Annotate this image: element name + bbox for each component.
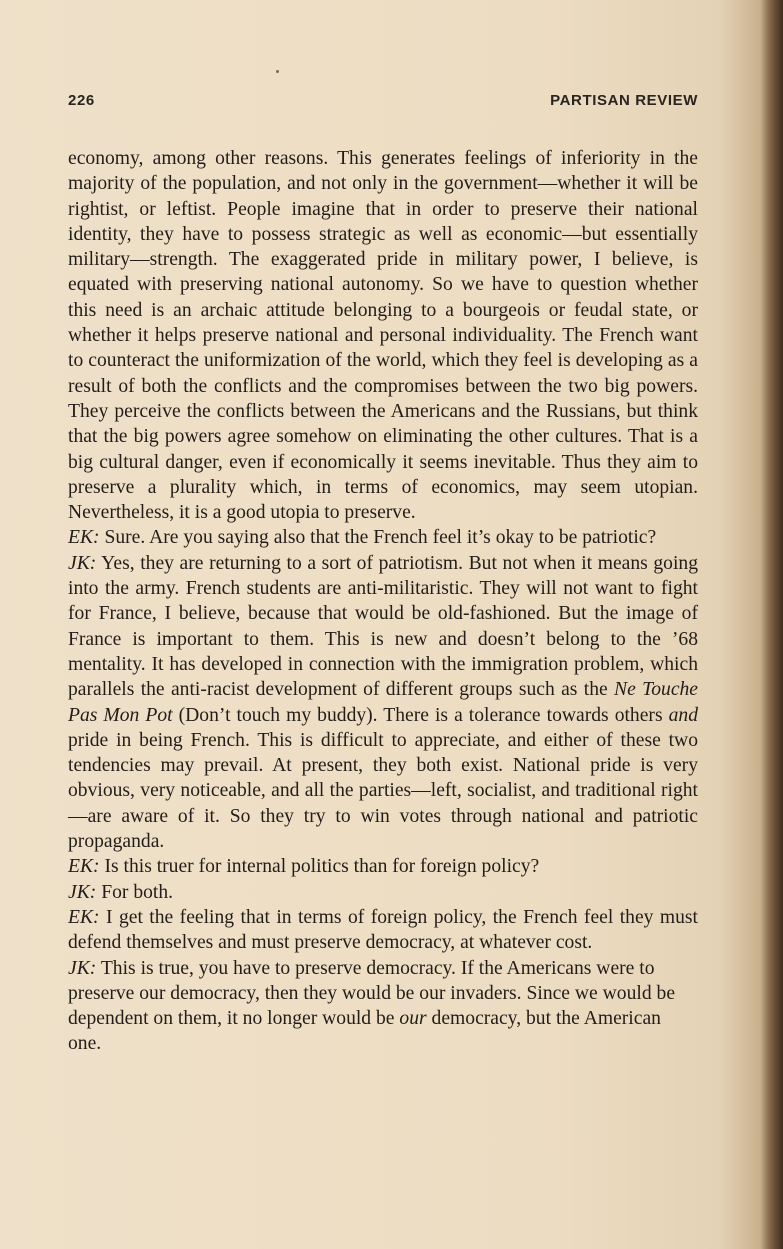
book-spine-shadow xyxy=(761,0,783,1249)
speaker-label: JK: xyxy=(68,881,97,903)
paragraph-text: economy, among other reasons. This generates feelings of inferiority in the majority of the population, and not only in the government—whether it will be rightist, or leftist. People imagine that in order to preserve their national identity, they have to possess strategic as well as economic—but essentially military—strength. The exaggerated pride in military power, I believe, is equated with preserving national autonomy. So we have to question whether this need is an archaic attitude belonging to a bourgeois or feudal state, or whether it helps preserve national and personal individuality. The French want to counteract the uniformization of the world, which they feel is developing as a result of both the conflicts and the compromises between the two big powers. They perceive the conflicts between the Americans and the Russians, but think that the big powers agree somehow on eliminating the other cultures. That is a big cultural danger, even if economically it seems inevitable. Thus they aim to preserve a plurality which, in terms of economics, may seem utopian. Nevertheless, it is a good utopia to preserve. xyxy=(68,148,698,524)
paragraph-text: Sure. Are you saying also that the French feel it’s okay to be patriotic? xyxy=(99,527,657,549)
paragraph-text-part: pride in being French. This is difficult to appreciate, and either of these two tendencies may prevail. At present, they both exist. National pride is very obvious, very noticeable, and all the parties—left, socialist, and traditional right—are aware of it. So they try to win votes through national and patriotic propaganda. xyxy=(68,729,698,853)
paragraph-ek-foreign-policy xyxy=(68,905,698,956)
paragraph-text-part: democracy, but the American one. xyxy=(68,1008,661,1055)
paragraph-text-part: (Don’t touch my buddy). There is a tolerance towards others xyxy=(172,704,669,726)
paragraph-ek-internal-politics xyxy=(68,854,698,879)
paragraph-jk-for-both xyxy=(68,880,698,905)
paragraph-jk-patriotism xyxy=(68,551,698,855)
paragraph-jk-democracy xyxy=(68,956,698,1057)
page-number: 226 xyxy=(68,92,95,109)
italic-emphasis: and xyxy=(668,704,699,726)
speaker-label: JK: xyxy=(68,957,97,979)
paragraph-text-part: Yes, they are returning to a sort of patriotism. But not when it means going into the army. French students are anti-militaristic. They will not want to fight for France, I believe, because that would be old-fashioned. But the image of France is important to them. This is new and doesn’t belong to the ’68 mentality. It has developed in connection with the immigration problem, which parallels the anti-racist development of different groups such as the xyxy=(68,552,698,701)
running-header xyxy=(68,92,698,116)
paragraph-text: I get the feeling that in terms of foreign policy, the French feel they must defend themselves and must preserve democracy, at whatever cost. xyxy=(68,906,698,954)
italic-title: Ne Touche Pas Mon Pot xyxy=(68,679,699,726)
paragraph-text-part: This is true, you have to preserve democracy. If the Americans were to preserve our democracy, then they would be our invaders. Since we would be dependent on them, it no longer would be xyxy=(68,957,676,1030)
speaker-label: EK: xyxy=(68,906,100,928)
article-body xyxy=(68,146,698,1057)
paper-speck xyxy=(276,70,279,73)
paragraph-continuation xyxy=(68,146,698,525)
italic-emphasis: our xyxy=(399,1008,427,1030)
speaker-label: JK: xyxy=(68,552,97,574)
speaker-label: EK: xyxy=(68,527,100,549)
paragraph-text: Is this truer for internal politics than for foreign policy? xyxy=(99,856,540,878)
paragraph-text: For both. xyxy=(96,881,174,903)
journal-title: PARTISAN REVIEW xyxy=(550,92,698,109)
speaker-label: EK: xyxy=(68,856,100,878)
paragraph-ek-question-patriotic xyxy=(68,525,698,550)
